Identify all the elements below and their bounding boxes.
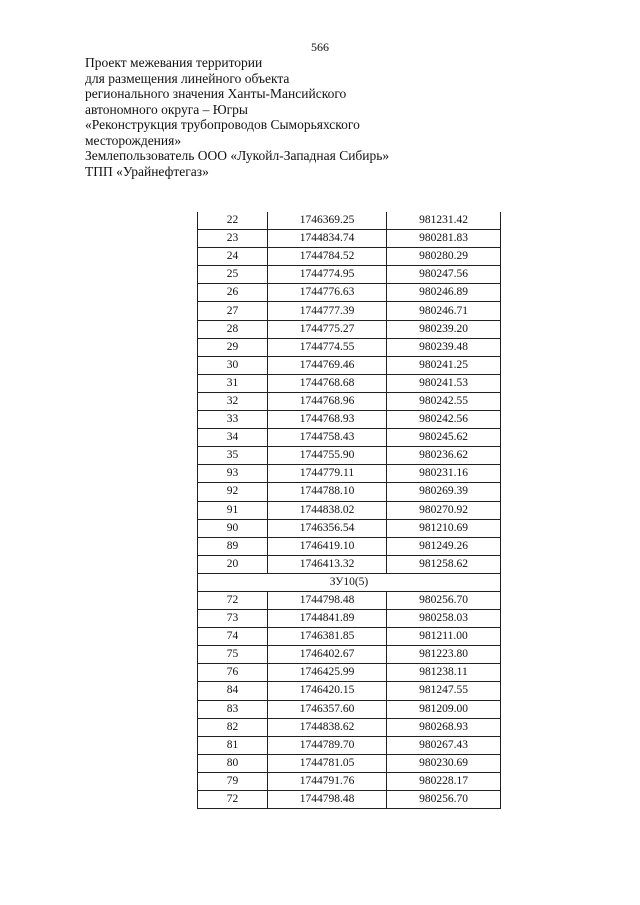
x-coordinate-cell: 1744776.63 [268, 284, 387, 302]
point-number-cell: 27 [198, 302, 268, 320]
table-row [198, 501, 501, 519]
table-row [198, 591, 501, 609]
table-row [198, 682, 501, 700]
x-coordinate-cell: 1744781.05 [268, 754, 387, 772]
point-number-cell: 73 [198, 610, 268, 628]
x-coordinate-cell: 1744755.90 [268, 447, 387, 465]
x-coordinate-cell: 1744789.70 [268, 736, 387, 754]
x-coordinate-cell: 1744768.93 [268, 411, 387, 429]
x-coordinate-cell: 1744838.62 [268, 718, 387, 736]
table-row [198, 374, 501, 392]
header-line: для размещения линейного объекта [85, 70, 290, 86]
table-row [198, 411, 501, 429]
x-coordinate-cell: 1744768.96 [268, 392, 387, 410]
table-row [198, 555, 501, 573]
x-coordinate-cell: 1746369.25 [268, 212, 387, 230]
y-coordinate-cell: 980267.43 [387, 736, 501, 754]
point-number-cell: 35 [198, 447, 268, 465]
point-number-cell: 92 [198, 483, 268, 501]
table-row [198, 302, 501, 320]
table-row [198, 610, 501, 628]
table-row [198, 356, 501, 374]
table-row [198, 284, 501, 302]
header-line: месторождения» [85, 132, 182, 148]
x-coordinate-cell: 1746402.67 [268, 646, 387, 664]
point-number-cell: 80 [198, 754, 268, 772]
point-number-cell: 24 [198, 248, 268, 266]
x-coordinate-cell: 1746413.32 [268, 555, 387, 573]
point-number-cell: 93 [198, 465, 268, 483]
point-number-cell: 76 [198, 664, 268, 682]
x-coordinate-cell: 1746356.54 [268, 519, 387, 537]
y-coordinate-cell: 981238.11 [387, 664, 501, 682]
point-number-cell: 75 [198, 646, 268, 664]
y-coordinate-cell: 981258.62 [387, 555, 501, 573]
x-coordinate-cell: 1746419.10 [268, 537, 387, 555]
table-row [198, 248, 501, 266]
y-coordinate-cell: 981231.42 [387, 212, 501, 230]
y-coordinate-cell: 980269.39 [387, 483, 501, 501]
table-row [198, 338, 501, 356]
x-coordinate-cell: 1744769.46 [268, 356, 387, 374]
table-row [198, 664, 501, 682]
section-title: ЗУ10(5) [198, 573, 501, 591]
point-number-cell: 30 [198, 356, 268, 374]
x-coordinate-cell: 1744768.68 [268, 374, 387, 392]
y-coordinate-cell: 980256.70 [387, 791, 501, 809]
y-coordinate-cell: 981209.00 [387, 700, 501, 718]
point-number-cell: 34 [198, 429, 268, 447]
page-number: 566 [311, 40, 329, 54]
table-row [198, 537, 501, 555]
point-number-cell: 83 [198, 700, 268, 718]
x-coordinate-cell: 1744838.02 [268, 501, 387, 519]
y-coordinate-cell: 980281.83 [387, 230, 501, 248]
header-line: регионального значения Ханты-Мансийского [85, 86, 347, 101]
table-row [198, 700, 501, 718]
table-row [198, 447, 501, 465]
x-coordinate-cell: 1744798.48 [268, 791, 387, 809]
table-row [198, 628, 501, 646]
point-number-cell: 90 [198, 519, 268, 537]
x-coordinate-cell: 1744777.39 [268, 302, 387, 320]
x-coordinate-cell: 1744774.95 [268, 266, 387, 284]
y-coordinate-cell: 980239.48 [387, 338, 501, 356]
y-coordinate-cell: 980228.17 [387, 772, 501, 790]
y-coordinate-cell: 980270.92 [387, 501, 501, 519]
point-number-cell: 91 [198, 501, 268, 519]
header-line: Проект межевания территории [85, 55, 263, 70]
point-number-cell: 72 [198, 591, 268, 609]
table-row [198, 646, 501, 664]
x-coordinate-cell: 1744798.48 [268, 591, 387, 609]
x-coordinate-cell: 1746425.99 [268, 664, 387, 682]
y-coordinate-cell: 980247.56 [387, 266, 501, 284]
y-coordinate-cell: 981211.00 [387, 628, 501, 646]
y-coordinate-cell: 980239.20 [387, 320, 501, 338]
coordinates-table-body [198, 212, 501, 809]
point-number-cell: 82 [198, 718, 268, 736]
y-coordinate-cell: 980256.70 [387, 591, 501, 609]
x-coordinate-cell: 1744775.27 [268, 320, 387, 338]
table-row [198, 392, 501, 410]
x-coordinate-cell: 1744774.55 [268, 338, 387, 356]
table-row [198, 519, 501, 537]
section-row [198, 573, 501, 591]
point-number-cell: 84 [198, 682, 268, 700]
point-number-cell: 81 [198, 736, 268, 754]
header-line: «Реконструкция трубопроводов Сыморьяхского [85, 117, 360, 132]
y-coordinate-cell: 980230.69 [387, 754, 501, 772]
coordinates-table [197, 212, 501, 809]
header-line: ТПП «Урайнефтегаз» [85, 163, 209, 179]
point-number-cell: 25 [198, 266, 268, 284]
point-number-cell: 33 [198, 411, 268, 429]
x-coordinate-cell: 1746357.60 [268, 700, 387, 718]
point-number-cell: 20 [198, 555, 268, 573]
point-number-cell: 29 [198, 338, 268, 356]
table-row [198, 718, 501, 736]
table-row [198, 791, 501, 809]
document-header [85, 55, 505, 179]
y-coordinate-cell: 981223.80 [387, 646, 501, 664]
point-number-cell: 32 [198, 392, 268, 410]
table-row [198, 429, 501, 447]
y-coordinate-cell: 980241.53 [387, 374, 501, 392]
table-row [198, 483, 501, 501]
point-number-cell: 31 [198, 374, 268, 392]
point-number-cell: 23 [198, 230, 268, 248]
table-row [198, 754, 501, 772]
point-number-cell: 89 [198, 537, 268, 555]
table-row [198, 320, 501, 338]
y-coordinate-cell: 980236.62 [387, 447, 501, 465]
x-coordinate-cell: 1744779.11 [268, 465, 387, 483]
y-coordinate-cell: 980280.29 [387, 248, 501, 266]
table-row [198, 772, 501, 790]
header-line: автономного округа – Югры [85, 101, 248, 117]
x-coordinate-cell: 1744834.74 [268, 230, 387, 248]
x-coordinate-cell: 1744791.76 [268, 772, 387, 790]
point-number-cell: 74 [198, 628, 268, 646]
x-coordinate-cell: 1744788.10 [268, 483, 387, 501]
table-row [198, 736, 501, 754]
table-row [198, 465, 501, 483]
header-line: Землепользователь ООО «Лукойл-Западная Сибирь» [85, 148, 390, 163]
y-coordinate-cell: 980246.89 [387, 284, 501, 302]
x-coordinate-cell: 1746420.15 [268, 682, 387, 700]
y-coordinate-cell: 981247.55 [387, 682, 501, 700]
y-coordinate-cell: 980242.56 [387, 411, 501, 429]
x-coordinate-cell: 1746381.85 [268, 628, 387, 646]
table-row [198, 230, 501, 248]
y-coordinate-cell: 980246.71 [387, 302, 501, 320]
table-row [198, 266, 501, 284]
x-coordinate-cell: 1744841.89 [268, 610, 387, 628]
x-coordinate-cell: 1744758.43 [268, 429, 387, 447]
y-coordinate-cell: 981210.69 [387, 519, 501, 537]
y-coordinate-cell: 980258.03 [387, 610, 501, 628]
point-number-cell: 28 [198, 320, 268, 338]
point-number-cell: 79 [198, 772, 268, 790]
y-coordinate-cell: 980242.55 [387, 392, 501, 410]
y-coordinate-cell: 980245.62 [387, 429, 501, 447]
x-coordinate-cell: 1744784.52 [268, 248, 387, 266]
table-row [198, 212, 501, 230]
y-coordinate-cell: 980268.93 [387, 718, 501, 736]
point-number-cell: 72 [198, 791, 268, 809]
y-coordinate-cell: 981249.26 [387, 537, 501, 555]
y-coordinate-cell: 980241.25 [387, 356, 501, 374]
y-coordinate-cell: 980231.16 [387, 465, 501, 483]
point-number-cell: 26 [198, 284, 268, 302]
point-number-cell: 22 [198, 212, 268, 230]
